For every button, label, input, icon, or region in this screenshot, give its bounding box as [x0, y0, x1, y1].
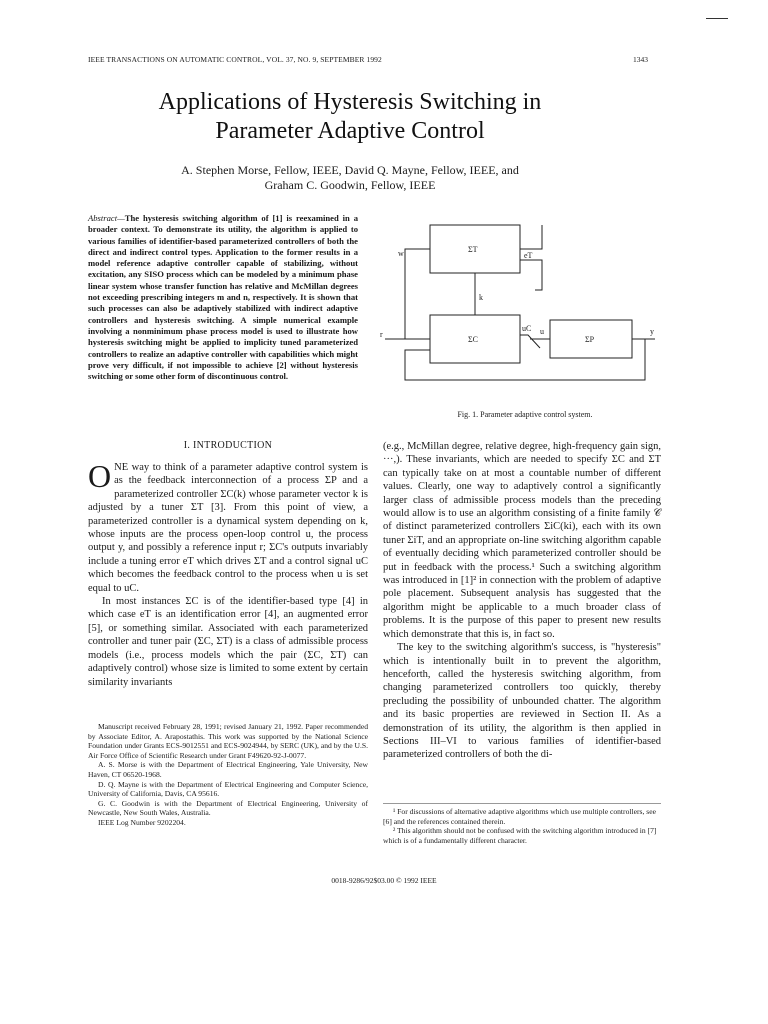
title-line-1: Applications of Hysteresis Switching in [158, 89, 542, 115]
footnote-2: ² This algorithm should not be confused with the switching algorithm introduced in [7] which is of a fundamentally different character. [383, 826, 657, 845]
title-line-2: Parameter Adaptive Control [215, 118, 485, 144]
label-y: y [650, 327, 654, 336]
copyright-line: 0018-9286/92$03.00 © 1992 IEEE [331, 876, 437, 885]
figure-caption: Fig. 1. Parameter adaptive control system. [457, 410, 593, 419]
label-sigma-p: ΣP [585, 335, 595, 344]
running-header: IEEE TRANSACTIONS ON AUTOMATIC CONTROL, VOL. 37, NO. 9, SEPTEMBER 1992 [88, 55, 382, 64]
label-u: u [540, 327, 544, 336]
manuscript-footnotes [88, 722, 368, 828]
abstract-lead: Abstract— [88, 213, 125, 223]
footnote-manuscript: Manuscript received February 28, 1991; revised January 21, 1992. Paper recommended by Associate Editor, A. Arapostathis. This work was supported by the National Science Foundation under Grants ECS-9012551 and ECS-9024944, by SERC (UK), and by the U.S. Air Force Office of Scientific Research under Grant F49620-92-J-0077. [88, 722, 368, 760]
right-paragraph-2: The key to the switching algorithm's success, is "hysteresis" which is intentionally built in to prevent the algorithm, henceforth, called the hysteresis switching algorithm, from changing parameterized controllers too quickly, thereby precluding the possibility of unbounded chatter. The algorithm and its basic properties are reviewed in Section II. As a demonstration of its utility, the algorithm is then applied in Sections III–VI to various families of identifier-based parameterized controllers of both the di- [383, 642, 661, 761]
label-k: k [479, 293, 483, 302]
abstract [88, 213, 358, 382]
page-footnotes [383, 803, 661, 845]
intro-paragraph-1-text: NE way to think of a parameter adaptive control system is as the feedback interconnection of a process ΣP and a parameterized controller ΣC(k) whose parameter vector k is adjusted by a tuner ΣT [3]. From this point of view, a parameterized controller is a dynamical system depending on k, whose inputs are the process open-loop control u, the process output y, and possibly a reference input r; ΣC's outputs invariably include a tuning error eT which drives ΣT and a control signal uC which becomes the feedback control to the process when u is set equal to uC. [88, 462, 368, 594]
footnote-goodwin: G. C. Goodwin is with the Department of Electrical Engineering, University of Newcastle, New South Wales, Australia. [88, 798, 368, 818]
section-heading: I. INTRODUCTION [183, 440, 273, 451]
footnote-morse: A. S. Morse is with the Department of Electrical Engineering, Yale University, New Haven, CT 06520-1968. [88, 760, 368, 779]
label-e-t: eT [524, 251, 533, 260]
authors-line-1: A. Stephen Morse, Fellow, IEEE, David Q. Mayne, Fellow, IEEE, and [181, 163, 519, 177]
abstract-text: The hysteresis switching algorithm of [1] is reexamined in a broader context. To demonstrate its utility, the algorithm is applied to various families of identifier-based parameterized controllers of both the direct and indirect control types. Application to the former results in a model reference adaptive controller capable of stabilizing, without excitation, any SISO process which can be modeled by a minimum phase linear system whose transfer function has relative and McMillan degrees not exceeding prescribing integers m and n, respectively. It is shown that such processes can also be adaptively stabilized with indirect adaptive controllers and hysteresis switching. A simple numerical example involving a nonminimum phase process model is used to illustrate how hysteresis switching might be applied to implicity tuned parameterized controllers to realize an adaptive controller with capabilities which might prove very difficult, if not impossible to achieve [2] without hysteresis switching or some other form of discontinuous control. [88, 213, 358, 382]
right-paragraph-1: (e.g., McMillan degree, relative degree, high-frequency gain sign, ···,). These invariants, which are needed to specify ΣC and ΣT can typically take on at most a countable number of different values. Clearly, one way to adaptively control a significantly larger class of admissible process models than the preceding would allow is to use an algorithm consisting of a finite family 𝒞 of distinct parameterized controllers ΣiC(ki), each with its own tuner ΣiT, and an appropriate on-line switching algorithm capable of eventually deciding which parameterized controller should be put in feedback with the process.¹ Such a switching algorithm was introduced in [1]² in connection with the problem of adaptive pole placement. Subsequent analysis has suggested that the algorithm might be applicable to a much broader class of problems. It is the purpose of this paper to present new results which demonstrate that this is, in fact so. [383, 441, 661, 640]
label-u-c: uC [522, 324, 532, 333]
page-number: 1343 [633, 55, 648, 64]
authors-line-2: Graham C. Goodwin, Fellow, IEEE [264, 178, 436, 192]
label-w: w [398, 249, 404, 258]
right-column [383, 440, 661, 762]
block-diagram-figure [380, 220, 670, 400]
intro-paragraph-2: In most instances ΣC is of the identifier-based type [4] in which case eT is an identification error [4], an augmented error [5], or something similar. Associated with each parameterized controller and tuner pair (ΣC, ΣT) is a class of admissible process models (i.e., process models which the pair (ΣC, ΣT) can adaptively control) whose size is limited to some extent by certain similarity invariants [88, 596, 368, 688]
footnote-log-number: IEEE Log Number 9202204. [98, 817, 186, 827]
corner-mark [706, 18, 728, 19]
label-r: r [380, 330, 383, 339]
label-sigma-c: ΣC [468, 335, 478, 344]
paper-title [40, 88, 660, 146]
author-list [40, 163, 660, 193]
left-column [88, 440, 368, 689]
intro-paragraph-1 [88, 458, 368, 595]
footnote-mayne: D. Q. Mayne is with the Department of Electrical Engineering and Computer Science, University of California, Davis, CA 95616. [88, 779, 368, 799]
footnote-1: ¹ For discussions of alternative adaptive algorithms which use multiple controllers, see [6] and the references contained therein. [383, 807, 656, 826]
label-sigma-t: ΣT [468, 245, 478, 254]
drop-cap: O [88, 458, 112, 494]
